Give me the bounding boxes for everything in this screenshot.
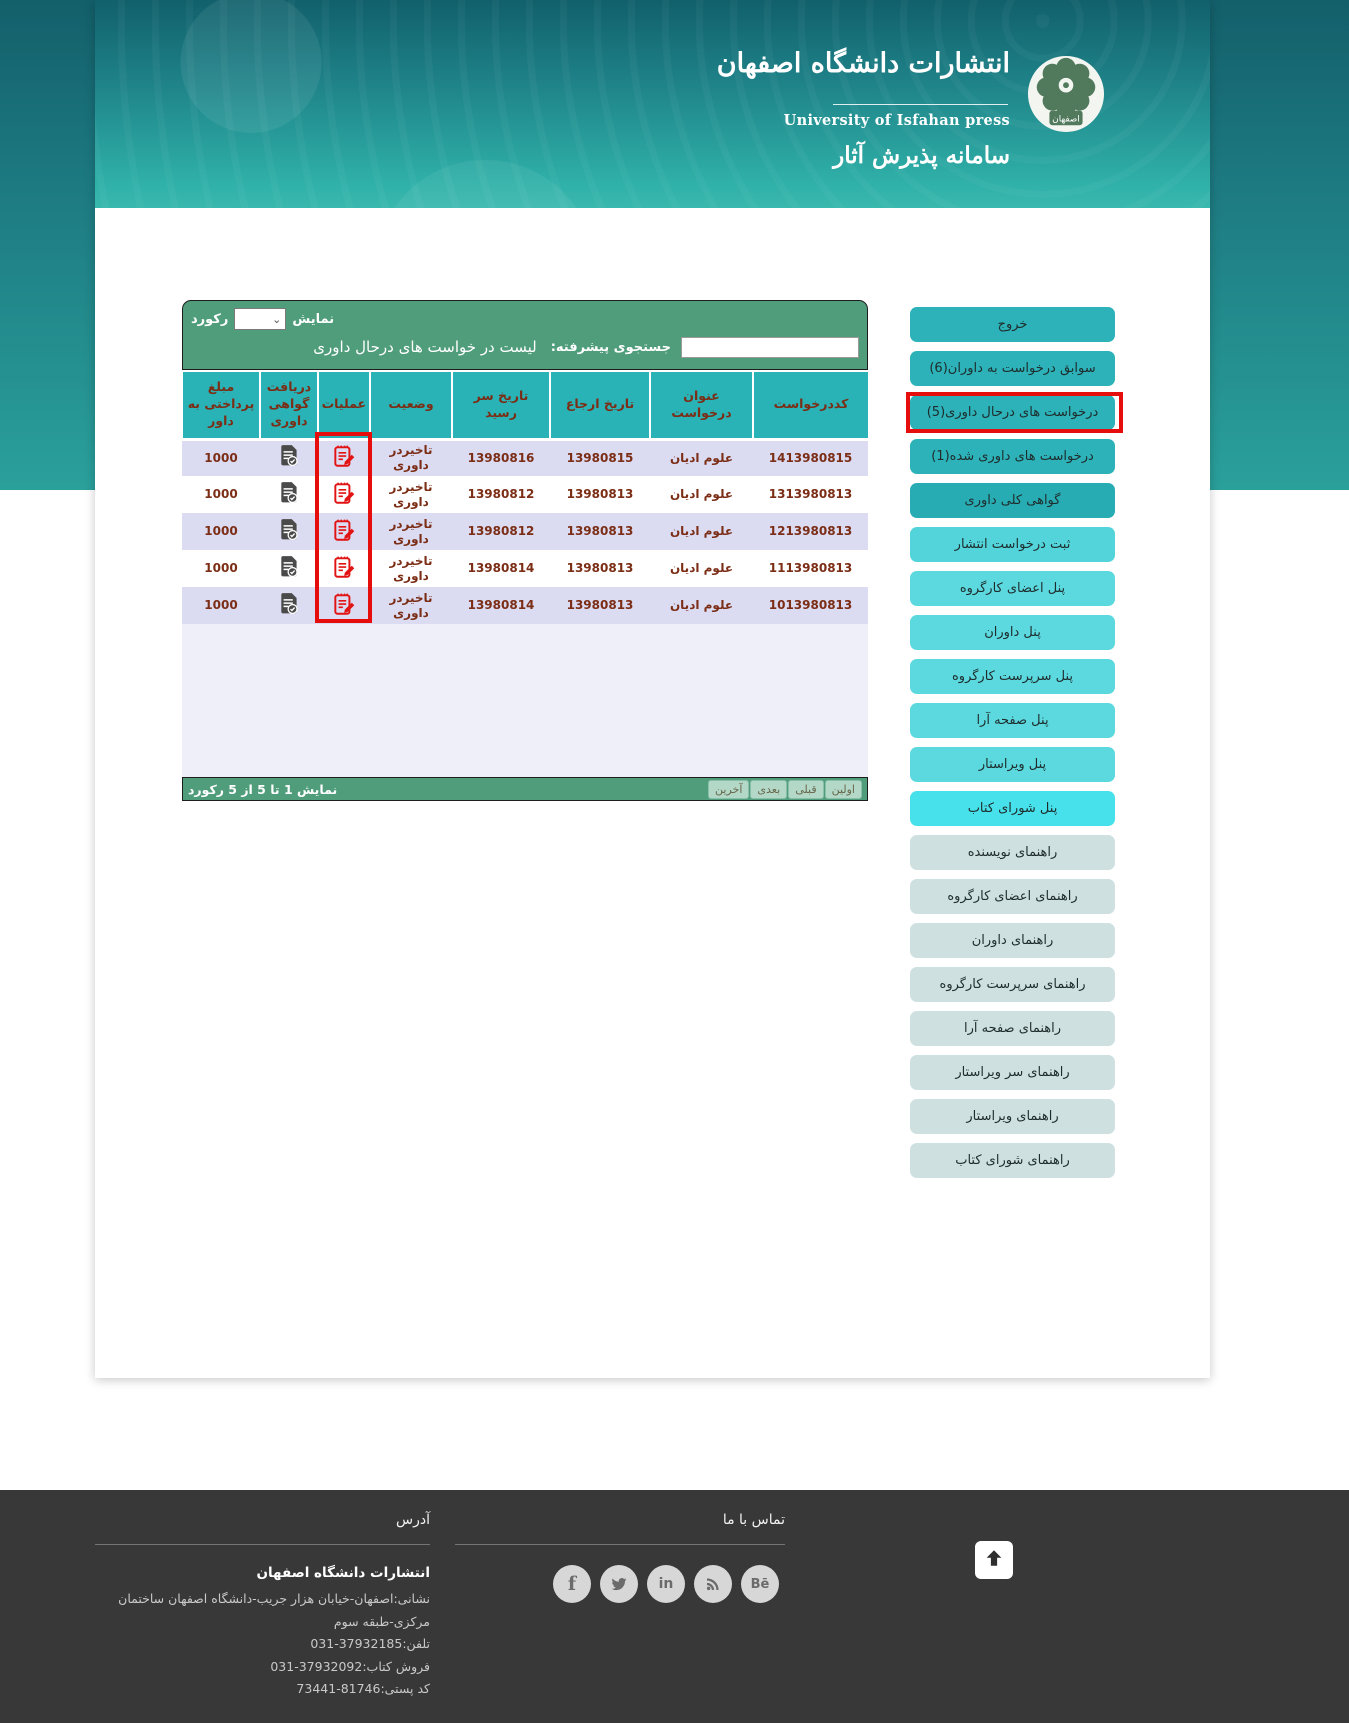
sidebar-item-label: ثبت درخواست انتشار xyxy=(954,537,1071,552)
column-header: مبلغ پرداختی به داور xyxy=(182,372,260,439)
banner-divider xyxy=(833,104,1008,105)
column-header: دریافت گواهی داوری xyxy=(260,372,318,439)
search-row xyxy=(191,332,859,362)
referral-date-cell: 13980815 xyxy=(550,439,650,476)
column-header: تاریخ ارجاع xyxy=(550,372,650,439)
certificate-cell xyxy=(260,550,318,587)
sidebar-item-label: پنل شورای کتاب xyxy=(967,801,1058,816)
certificate-check-icon[interactable] xyxy=(276,554,302,584)
sidebar-item[interactable] xyxy=(910,571,1115,606)
certificate-check-icon[interactable] xyxy=(276,443,302,473)
sidebar-item[interactable] xyxy=(910,527,1115,562)
request-code-cell: 1013980813 xyxy=(753,587,868,624)
footer-divider xyxy=(455,1544,785,1545)
referral-date-cell: 13980813 xyxy=(550,476,650,513)
status-cell: تاخیردر داوری xyxy=(370,476,452,513)
pagination-summary: نمایش 1 تا 5 از 5 رکورد xyxy=(188,781,338,797)
requests-table-block xyxy=(182,300,868,801)
sidebar-item[interactable] xyxy=(910,1055,1115,1090)
pagination-bar xyxy=(182,777,868,801)
advanced-search-input[interactable] xyxy=(681,337,859,358)
operations-cell xyxy=(318,587,370,624)
sidebar-item-label: پنل داوران xyxy=(984,625,1041,640)
linkedin-icon[interactable]: in xyxy=(647,1565,685,1603)
edit-note-icon[interactable] xyxy=(331,480,357,510)
address-line: کد پستی:81746-73441 xyxy=(296,1681,430,1696)
address-line: فروش کتاب:37932092-031 xyxy=(270,1658,430,1674)
certificate-cell xyxy=(260,587,318,624)
table-row xyxy=(182,587,868,624)
sidebar-item[interactable] xyxy=(910,439,1115,474)
column-header: تاریخ سر رسید xyxy=(452,372,550,439)
sidebar-item-label: پنل اعضای کارگروه xyxy=(959,581,1066,596)
amount-cell: 1000 xyxy=(182,513,260,550)
sidebar-item-label: پنل صفحه آرا xyxy=(976,713,1049,728)
sidebar-item-label: راهنمای صفحه آرا xyxy=(963,1021,1062,1036)
due-date-cell: 13980812 xyxy=(452,513,550,550)
behance-icon[interactable]: Bē xyxy=(741,1565,779,1603)
requests-table xyxy=(181,372,868,624)
operations-cell xyxy=(318,476,370,513)
request-code-cell: 1313980813 xyxy=(753,476,868,513)
operations-cell xyxy=(318,550,370,587)
page-size-row xyxy=(191,306,859,332)
sidebar-item-label: گواهی کلی داوری xyxy=(964,493,1061,508)
address-line: تلفن:37932185-031 xyxy=(310,1636,430,1651)
content-card xyxy=(95,0,1210,1378)
page-size-select[interactable] xyxy=(234,308,286,330)
amount-cell: 1000 xyxy=(182,439,260,476)
sidebar-item[interactable] xyxy=(910,879,1115,914)
sidebar-item[interactable] xyxy=(910,835,1115,870)
footer xyxy=(0,1490,1349,1723)
request-code-cell: 1413980815 xyxy=(753,439,868,476)
sidebar-item[interactable] xyxy=(910,703,1115,738)
due-date-cell: 13980812 xyxy=(452,476,550,513)
table-row xyxy=(182,550,868,587)
footer-contact-column xyxy=(455,1512,785,1603)
edit-note-icon[interactable] xyxy=(331,517,357,547)
advanced-search-label: جستجوی پیشرفته: xyxy=(550,339,671,355)
referral-date-cell: 13980813 xyxy=(550,587,650,624)
sidebar-item-label: سوابق درخواست به داوران(6) xyxy=(929,361,1096,376)
column-header: وضعیت xyxy=(370,372,452,439)
sidebar-item[interactable] xyxy=(910,923,1115,958)
amount-cell: 1000 xyxy=(182,550,260,587)
certificate-cell xyxy=(260,476,318,513)
facebook-icon[interactable]: f xyxy=(553,1565,591,1603)
column-header: کددرخواست xyxy=(753,372,868,439)
sidebar-item-label: راهنمای اعضای کارگروه xyxy=(947,889,1078,904)
certificate-cell xyxy=(260,439,318,476)
sidebar-item-label: راهنمای ویراستار xyxy=(966,1109,1059,1124)
sidebar-item[interactable] xyxy=(910,659,1115,694)
request-title-cell: علوم ادیان xyxy=(650,476,753,513)
chevron-down-icon: ⌄ xyxy=(272,312,282,326)
sidebar-item-label: پنل سرپرست کارگروه xyxy=(951,669,1074,684)
svg-text:اصفهان: اصفهان xyxy=(1052,114,1080,125)
due-date-cell: 13980814 xyxy=(452,550,550,587)
sidebar-item[interactable] xyxy=(910,615,1115,650)
sidebar-item-label: خروج xyxy=(997,317,1028,332)
sidebar-item[interactable] xyxy=(910,1143,1115,1178)
university-logo-icon xyxy=(1027,55,1105,133)
certificate-check-icon[interactable] xyxy=(276,517,302,547)
operations-cell xyxy=(318,439,370,476)
referral-date-cell: 13980813 xyxy=(550,513,650,550)
edit-note-icon[interactable] xyxy=(331,591,357,621)
table-empty-area xyxy=(182,624,868,777)
sidebar-item[interactable] xyxy=(910,483,1115,518)
sidebar-item[interactable] xyxy=(910,1099,1115,1134)
edit-note-icon[interactable] xyxy=(331,554,357,584)
sidebar-menu xyxy=(910,307,1115,1187)
arrow-up-icon xyxy=(983,1547,1005,1573)
pagination-link[interactable]: آخرین xyxy=(708,780,749,799)
pagination-link[interactable]: بعدی xyxy=(750,780,787,799)
pagination-links xyxy=(708,780,862,799)
sidebar-item[interactable] xyxy=(910,1011,1115,1046)
show-label: نمایش xyxy=(292,311,335,327)
request-title-cell: علوم ادیان xyxy=(650,550,753,587)
amount-cell: 1000 xyxy=(182,476,260,513)
sidebar-item-label: راهنمای داوران xyxy=(971,933,1054,948)
back-to-top-button[interactable] xyxy=(975,1541,1013,1579)
table-row xyxy=(182,513,868,550)
sidebar-item-label: پنل ویراستار xyxy=(978,757,1047,772)
sidebar-item-label: درخواست های درحال داوری(5) xyxy=(926,405,1099,420)
status-cell: تاخیردر داوری xyxy=(370,439,452,476)
header-banner xyxy=(95,0,1210,208)
contact-heading: تماس با ما xyxy=(722,1512,785,1528)
operations-cell xyxy=(318,513,370,550)
sidebar-item-label: راهنمای شورای کتاب xyxy=(955,1153,1070,1168)
status-cell: تاخیردر داوری xyxy=(370,587,452,624)
pagination-link[interactable]: قبلی xyxy=(788,780,823,799)
social-links xyxy=(455,1565,785,1603)
referral-date-cell: 13980813 xyxy=(550,550,650,587)
pagination-link[interactable]: اولین xyxy=(825,780,862,799)
table-row xyxy=(182,476,868,513)
twitter-icon[interactable] xyxy=(600,1565,638,1603)
footer-org-name: انتشارات دانشگاه اصفهان xyxy=(256,1565,430,1581)
press-title-en: University of Isfahan press xyxy=(783,112,1010,129)
sidebar-item[interactable] xyxy=(910,747,1115,782)
table-toolbar xyxy=(182,300,868,370)
sidebar-item-label: درخواست های داوری شده(1) xyxy=(931,449,1094,464)
request-title-cell: علوم ادیان xyxy=(650,587,753,624)
footer-divider xyxy=(95,1544,430,1545)
column-header: عملیات xyxy=(318,372,370,439)
footer-address-column xyxy=(95,1512,430,1701)
sidebar-item-label: راهنمای سرپرست کارگروه xyxy=(939,977,1086,992)
request-title-cell: علوم ادیان xyxy=(650,513,753,550)
sidebar-item-label: راهنمای سر ویراستار xyxy=(955,1065,1070,1080)
certificate-check-icon[interactable] xyxy=(276,480,302,510)
sidebar-item[interactable] xyxy=(910,791,1115,826)
sidebar-item-label: راهنمای نویسنده xyxy=(967,845,1058,860)
request-title-cell: علوم ادیان xyxy=(650,439,753,476)
certificate-check-icon[interactable] xyxy=(276,591,302,621)
sidebar-item[interactable] xyxy=(910,967,1115,1002)
rss-icon[interactable] xyxy=(694,1565,732,1603)
request-code-cell: 1113980813 xyxy=(753,550,868,587)
amount-cell: 1000 xyxy=(182,587,260,624)
system-subtitle-fa: سامانه پذیرش آثار xyxy=(833,142,1010,169)
due-date-cell: 13980816 xyxy=(452,439,550,476)
records-label: رکورد xyxy=(191,311,229,327)
table-header-row xyxy=(182,372,868,439)
certificate-cell xyxy=(260,513,318,550)
edit-note-icon[interactable] xyxy=(331,443,357,473)
sidebar-item[interactable] xyxy=(910,307,1115,342)
press-title-fa: انتشارات دانشگاه اصفهان xyxy=(716,48,1010,79)
list-title: لیست در خواست های درحال داوری xyxy=(313,338,537,356)
address-heading: آدرس xyxy=(396,1512,430,1528)
request-code-cell: 1213980813 xyxy=(753,513,868,550)
due-date-cell: 13980814 xyxy=(452,587,550,624)
sidebar-item[interactable] xyxy=(910,395,1115,430)
address-line: نشانی:اصفهان-خیابان هزار جریب-دانشگاه اصفهان ساختمان مرکزی-طبقه سوم xyxy=(118,1591,430,1629)
table-row xyxy=(182,439,868,476)
sidebar-item[interactable] xyxy=(910,351,1115,386)
status-cell: تاخیردر داوری xyxy=(370,550,452,587)
status-cell: تاخیردر داوری xyxy=(370,513,452,550)
column-header: عنوان درخواست xyxy=(650,372,753,439)
